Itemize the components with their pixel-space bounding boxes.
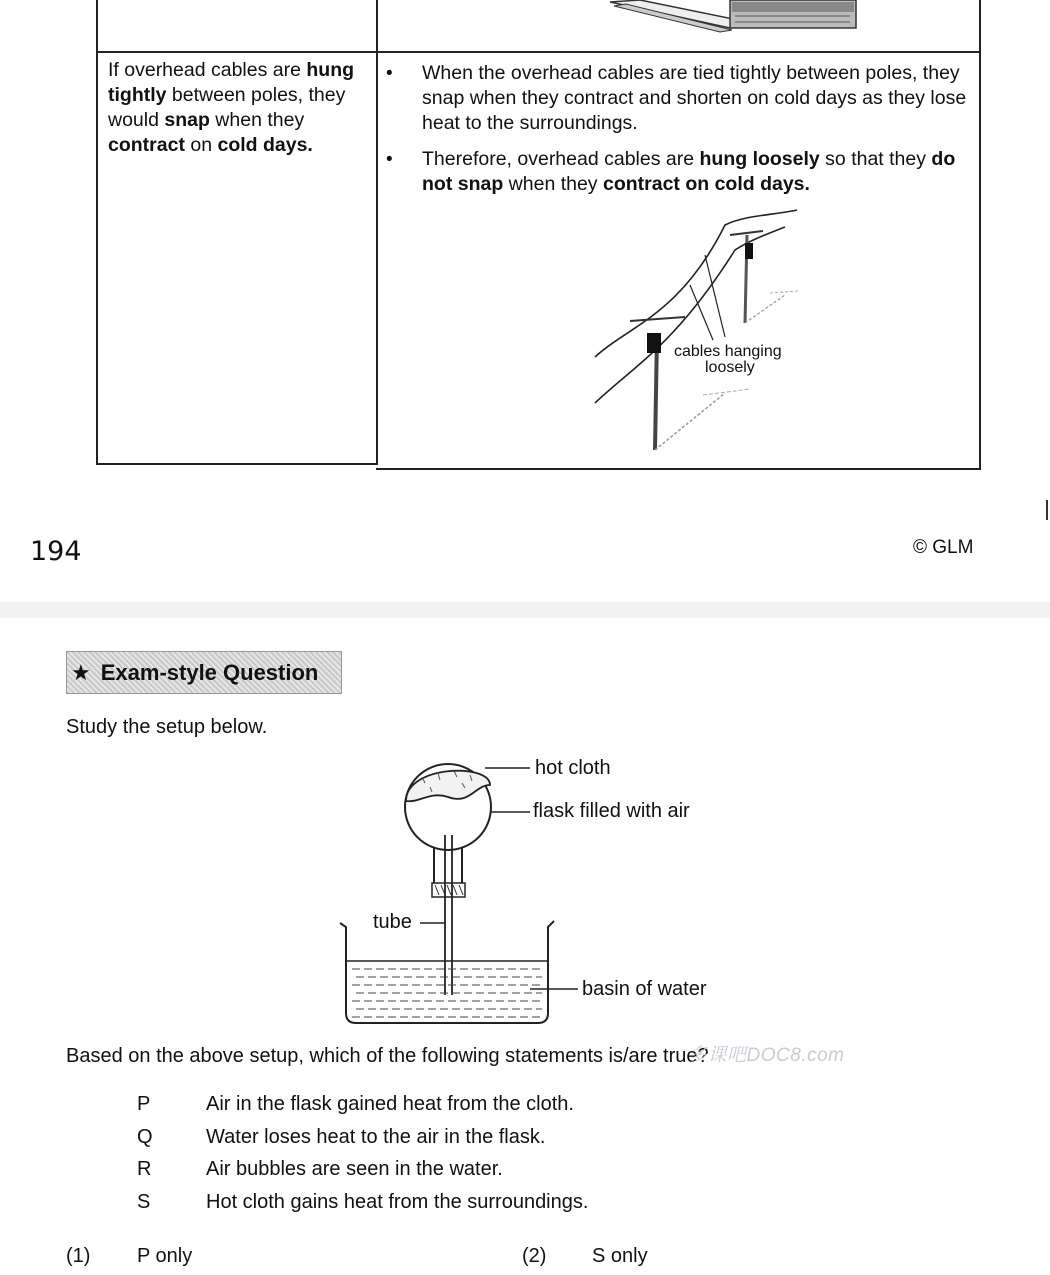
statement-text: Hot cloth gains heat from the surroundings. — [206, 1191, 589, 1213]
bullet-text-1: When the overhead cables are tied tightly between poles, they snap when they contract and shorten on cold days as they lose heat to the surroundings. — [422, 62, 967, 134]
planks-illustration — [600, 0, 870, 36]
table-mid-border — [376, 0, 378, 465]
table-bottom-border — [96, 463, 376, 465]
banner-title: Exam-style Question — [100, 659, 319, 685]
flask-apparatus-diagram — [330, 755, 610, 1030]
answer-text: P only — [137, 1245, 193, 1267]
statement-text: Air bubbles are seen in the water. — [206, 1158, 503, 1180]
previous-page — [0, 0, 1050, 602]
bullet-text-2: Therefore, overhead cables are hung loosely so that they do not snap when they contract on cold days. — [422, 148, 956, 195]
bullet-point-2 — [386, 147, 978, 203]
left-cell-text: If overhead cables are hung tightly between poles, they would snap when they contract on cold days. — [108, 59, 355, 156]
label-basin: basin of water — [582, 978, 707, 1000]
label-hot-cloth: hot cloth — [535, 757, 611, 779]
statement-text: Water loses heat to the air in the flask. — [206, 1126, 546, 1148]
page-number: 194 — [30, 536, 82, 567]
statement-letter: R — [137, 1158, 152, 1180]
statement-letter: S — [137, 1191, 151, 1213]
bullet-point-1 — [386, 61, 978, 141]
label-flask: flask filled with air — [533, 800, 690, 822]
answer-number: (1) — [66, 1245, 91, 1267]
star-icon: ★ — [71, 659, 91, 685]
table-row-divider — [96, 51, 981, 53]
exam-style-banner — [66, 651, 342, 694]
label-tube: tube — [373, 911, 412, 933]
table-right-border — [979, 0, 981, 470]
watermark: 多课吧DOC8.com — [688, 1045, 845, 1066]
cables-label-line1: cables hanging — [674, 343, 782, 360]
statement-letter: P — [137, 1093, 151, 1115]
statement-letter: Q — [137, 1126, 153, 1148]
page-separator — [0, 602, 1050, 618]
answer-number: (2) — [522, 1245, 547, 1267]
answer-text: S only — [592, 1245, 648, 1267]
table-left-border — [96, 0, 98, 465]
statement-text: Air in the flask gained heat from the cloth. — [206, 1093, 574, 1115]
question-text: Based on the above setup, which of the following statements is/are true? — [66, 1045, 709, 1067]
intro-text: Study the setup below. — [66, 716, 268, 738]
copyright: © GLM — [913, 537, 974, 558]
cables-label-line2: loosely — [705, 359, 755, 376]
bullet-dot: • — [386, 149, 393, 170]
table-bottom-border-right — [376, 468, 981, 470]
cables-illustration — [585, 205, 810, 455]
bullet-dot: • — [386, 63, 393, 84]
scroll-mark — [1046, 500, 1048, 520]
